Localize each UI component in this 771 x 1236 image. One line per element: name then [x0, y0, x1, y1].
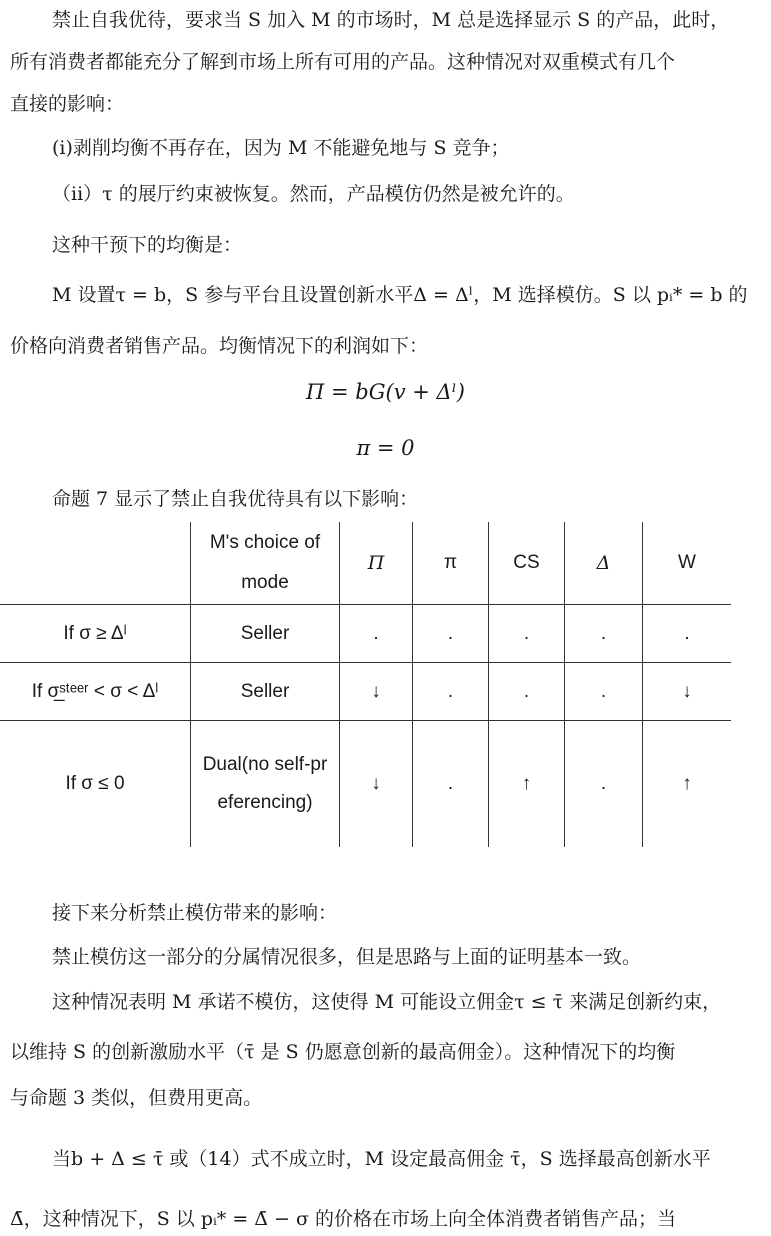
cell-welfare: .: [643, 605, 732, 663]
paragraph-line: M 设置τ = b，S 参与平台且设置创新水平Δ = Δˡ，M 选择模仿。S 以 pᵢ* = b 的: [52, 284, 748, 306]
paragraph-line: 禁止模仿这一部分的分属情况很多，但是思路与上面的证明基本一致。: [52, 946, 642, 968]
cell-platform-profit: ↓: [340, 663, 413, 721]
paragraph-line: Δ̄，这种情况下，S 以 pᵢ* = Δ̄ − σ 的价格在市场上向全体消费者销售产品；当: [10, 1208, 677, 1230]
paragraph-line: 以维持 S 的创新激励水平（τ̄ 是 S 仍愿意创新的最高佣金）。这种情况下的均衡: [10, 1041, 676, 1063]
row-mode: Seller: [191, 663, 340, 721]
paragraph-line: 这种干预下的均衡是：: [52, 234, 243, 256]
table-row: [0, 605, 731, 663]
paragraph-line: 这种情况表明 M 承诺不模仿，这使得 M 可能设立佣金τ ≤ τ̄ 来满足创新约束，: [52, 991, 722, 1013]
cell-welfare: ↓: [643, 663, 732, 721]
paragraph-line: 当b + Δ ≤ τ̄ 或（14）式不成立时，M 设定最高佣金 τ̄，S 选择最高创新水平: [52, 1148, 711, 1170]
row-condition: If σ ≥ Δˡ: [0, 605, 191, 663]
header-innovation: Δ: [565, 522, 643, 605]
cell-seller-profit: .: [413, 663, 489, 721]
header-seller-profit: π: [413, 522, 489, 605]
header-platform-profit: Π: [340, 522, 413, 605]
paragraph-line: 与命题 3 类似，但费用更高。: [10, 1087, 263, 1109]
paragraph-line: 命题 7 显示了禁止自我优待具有以下影响：: [52, 488, 419, 510]
list-item: （ii）τ 的展厅约束被恢复。然而，产品模仿仍然是被允许的。: [52, 183, 575, 205]
formula-profit-seller: π = 0: [356, 436, 415, 460]
row-condition: If σ̲ˢᵗᵉᵉʳ < σ < Δˡ: [0, 663, 191, 721]
cell-consumer-surplus: .: [489, 605, 565, 663]
cell-consumer-surplus: .: [489, 663, 565, 721]
row-mode: Dual(no self-preferencing): [191, 721, 340, 848]
row-condition: If σ ≤ 0: [0, 721, 191, 848]
header-welfare: W: [643, 522, 732, 605]
cell-seller-profit: .: [413, 721, 489, 848]
cell-innovation: .: [565, 721, 643, 848]
row-mode: Seller: [191, 605, 340, 663]
header-consumer-surplus: CS: [489, 522, 565, 605]
paragraph-line: 价格向消费者销售产品。均衡情况下的利润如下：: [10, 335, 429, 357]
table-header-row: [0, 522, 731, 605]
table-corner-cell: [0, 522, 191, 605]
paragraph-line: 直接的影响：: [10, 93, 125, 115]
cell-innovation: .: [565, 605, 643, 663]
header-mode: M's choice of mode: [191, 522, 340, 605]
paragraph-line: 所有消费者都能充分了解到市场上所有可用的产品。这种情况对双重模式有几个: [10, 51, 676, 73]
cell-platform-profit: .: [340, 605, 413, 663]
paragraph-line: 接下来分析禁止模仿带来的影响：: [52, 902, 338, 924]
table-row: [0, 663, 731, 721]
table-row: [0, 721, 731, 848]
cell-platform-profit: ↓: [340, 721, 413, 848]
cell-innovation: .: [565, 663, 643, 721]
cell-welfare: ↑: [643, 721, 732, 848]
cell-seller-profit: .: [413, 605, 489, 663]
paragraph-line: 禁止自我优待，要求当 S 加入 M 的市场时，M 总是选择显示 S 的产品，此时，: [52, 9, 730, 31]
list-item: (i)剥削均衡不再存在，因为 M 不能避免地与 S 竞争；: [52, 137, 510, 159]
formula-profit-platform: Π = bG(v + Δˡ): [306, 380, 465, 404]
cell-consumer-surplus: ↑: [489, 721, 565, 848]
effects-table: [0, 522, 731, 847]
